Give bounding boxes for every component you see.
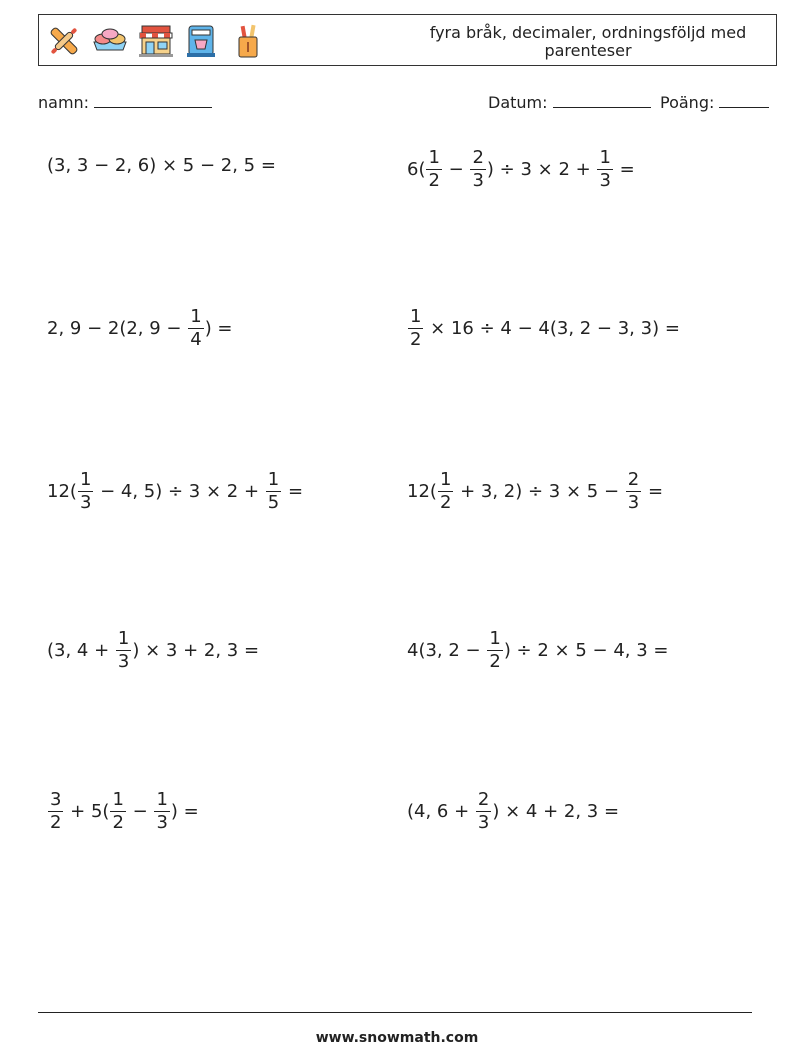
fraction-numerator: 1 — [156, 788, 168, 810]
expression-text: + 3, 2) ÷ 3 × 5 − — [454, 480, 625, 502]
expression-text: (4, 6 + — [407, 800, 475, 822]
expression-text: ) ÷ 2 × 5 − 4, 3 = — [503, 639, 669, 661]
problem-5 — [47, 461, 303, 521]
fraction-numerator: 1 — [489, 627, 501, 649]
date-field — [488, 93, 651, 112]
expression-text: ) × 4 + 2, 3 = — [492, 800, 620, 822]
expression-text: + 5( — [64, 800, 110, 822]
fraction-numerator: 1 — [599, 146, 611, 168]
fraction-denominator: 2 — [428, 169, 440, 191]
name-blank[interactable] — [94, 93, 212, 108]
date-blank[interactable] — [553, 93, 651, 108]
fraction-numerator: 3 — [50, 788, 62, 810]
expression-text: 12( — [47, 480, 77, 502]
fraction-numerator: 1 — [112, 788, 124, 810]
fraction-denominator: 3 — [599, 169, 611, 191]
fraction-numerator: 1 — [439, 468, 452, 490]
score-blank[interactable] — [719, 93, 769, 108]
fraction-denominator: 2 — [410, 328, 422, 350]
fraction — [154, 790, 169, 833]
problem-8 — [407, 620, 668, 680]
expression-text: 4(3, 2 − — [407, 639, 487, 661]
fraction-numerator: 2 — [472, 146, 484, 168]
problem-9 — [47, 781, 199, 841]
problem-4 — [407, 298, 680, 358]
fraction-denominator: 3 — [79, 491, 92, 513]
expression-text: − — [126, 800, 154, 822]
expression-text: 12( — [407, 480, 437, 502]
date-label: Datum: — [488, 93, 548, 112]
fraction — [426, 148, 441, 191]
worksheet-header — [38, 14, 777, 66]
fraction — [48, 790, 63, 833]
worksheet-title: fyra bråk, decimaler, ordningsföljd med parenteser — [429, 23, 747, 60]
expression-text: ) × 3 + 2, 3 = — [132, 639, 260, 661]
fraction-denominator: 2 — [112, 811, 124, 833]
footer-divider — [38, 1012, 752, 1013]
fraction — [266, 470, 281, 513]
fraction-denominator: 2 — [50, 811, 62, 833]
expression-text: − — [442, 158, 470, 180]
expression-text: (3, 3 − 2, 6) × 5 − 2, 5 = — [47, 154, 276, 176]
problem-7 — [47, 620, 259, 680]
problem-10 — [407, 781, 619, 841]
expression-text: (3, 4 + — [47, 639, 115, 661]
expression-text: 2, 9 − 2(2, 9 − — [47, 317, 188, 339]
fraction — [408, 307, 423, 350]
fraction-denominator: 5 — [267, 491, 280, 513]
pencil-cup-icon — [229, 22, 267, 60]
fraction-numerator: 2 — [477, 788, 490, 810]
fraction — [597, 148, 612, 191]
expression-text: 6( — [407, 158, 426, 180]
header-icons — [45, 21, 267, 61]
name-field — [38, 93, 212, 112]
rolling-pin-icon — [45, 22, 83, 60]
fraction-numerator: 1 — [190, 305, 202, 327]
expression-text: = — [642, 480, 664, 502]
expression-text: ) = — [170, 800, 199, 822]
fraction-denominator: 3 — [156, 811, 168, 833]
fraction — [438, 470, 453, 513]
footer-website: www.snowmath.com — [315, 1030, 479, 1046]
name-label: namn: — [38, 93, 90, 112]
shop-icon — [137, 22, 175, 60]
fraction-numerator: 1 — [267, 468, 280, 490]
expression-text: ) = — [204, 317, 233, 339]
fraction — [487, 629, 502, 672]
macarons-icon — [91, 22, 129, 60]
fraction-numerator: 1 — [79, 468, 92, 490]
fraction-numerator: 1 — [117, 627, 130, 649]
fraction — [188, 307, 203, 350]
expression-text: = — [613, 158, 635, 180]
fraction-denominator: 3 — [117, 650, 130, 672]
blender-icon — [183, 22, 221, 60]
fraction — [78, 470, 93, 513]
fraction-denominator: 3 — [472, 169, 484, 191]
fraction-denominator: 2 — [489, 650, 501, 672]
problem-3 — [47, 298, 233, 358]
expression-text: − 4, 5) ÷ 3 × 2 + — [94, 480, 265, 502]
fraction-numerator: 1 — [428, 146, 440, 168]
fraction-numerator: 1 — [410, 305, 422, 327]
expression-text: × 16 ÷ 4 − 4(3, 2 − 3, 3) = — [424, 317, 680, 339]
fraction — [110, 790, 125, 833]
score-label: Poäng: — [660, 93, 715, 112]
fraction-denominator: 4 — [190, 328, 202, 350]
fraction-denominator: 3 — [477, 811, 490, 833]
expression-text: ) ÷ 3 × 2 + — [486, 158, 597, 180]
expression-text: = — [282, 480, 304, 502]
fraction — [476, 790, 491, 833]
fraction — [626, 470, 641, 513]
score-field — [660, 93, 769, 112]
fraction-denominator: 2 — [439, 491, 452, 513]
fraction — [470, 148, 485, 191]
fraction — [116, 629, 131, 672]
problem-2 — [407, 139, 635, 199]
problem-1 — [47, 135, 276, 195]
problem-6 — [407, 461, 663, 521]
fraction-denominator: 3 — [627, 491, 640, 513]
fraction-numerator: 2 — [627, 468, 640, 490]
